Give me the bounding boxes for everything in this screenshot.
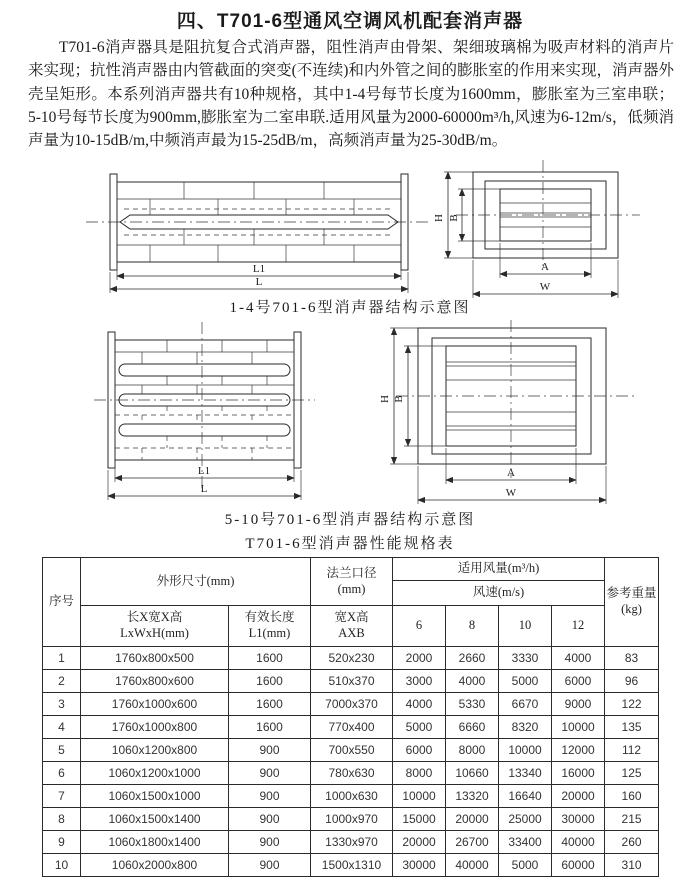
table-row: [43, 647, 659, 670]
header-seq: 序号: [43, 558, 81, 647]
table-cell: 1: [43, 647, 81, 670]
table-row: [43, 693, 659, 716]
fig1-caption: 1-4号701-6型消声器结构示意图: [229, 300, 471, 316]
table-cell: 30000: [552, 808, 605, 831]
table-cell: 5000: [393, 716, 446, 739]
table-cell: 7: [43, 785, 81, 808]
header-weight: 参考重量 (kg): [605, 558, 659, 647]
dim-label-L: L: [200, 483, 208, 495]
table-cell: 1330x970: [311, 831, 393, 854]
table-cell: 1060x1200x1000: [81, 762, 229, 785]
dim-label-L1: L1: [197, 465, 211, 477]
table-cell: 20000: [552, 785, 605, 808]
table-cell: 8000: [393, 762, 446, 785]
table-cell: 1060x1200x800: [81, 739, 229, 762]
table-cell: 4000: [446, 670, 499, 693]
table-cell: 60000: [552, 854, 605, 877]
dim-label-H: H: [379, 395, 391, 403]
table-cell: 8000: [446, 739, 499, 762]
table-cell: 13320: [446, 785, 499, 808]
table-cell: 125: [605, 762, 659, 785]
table-cell: 900: [229, 854, 311, 877]
table-cell: 9000: [552, 693, 605, 716]
table-cell: 5000: [499, 670, 552, 693]
table-cell: 1760x1000x800: [81, 716, 229, 739]
dim-label-L: L: [255, 276, 263, 288]
table-cell: 4: [43, 716, 81, 739]
table-row: [43, 739, 659, 762]
header-speed-12: 12: [552, 606, 605, 647]
table-cell: 6670: [499, 693, 552, 716]
dim-label-H: H: [433, 214, 445, 222]
table-cell: 1060x1500x1000: [81, 785, 229, 808]
table-cell: 6000: [552, 670, 605, 693]
table-row: [43, 854, 659, 877]
header-lwh: 长X宽X高 LxWxH(mm): [81, 606, 229, 647]
table-cell: 1600: [229, 647, 311, 670]
table-cell: 900: [229, 831, 311, 854]
spec-table-body: [43, 647, 659, 877]
header-windspeed: 风速(m/s): [393, 581, 605, 606]
header-flange-sub: 宽X高 AXB: [311, 606, 393, 647]
header-airflow: 适用风量(m³/h): [393, 558, 605, 581]
dim-label-B: B: [448, 214, 460, 222]
header-speed-8: 8: [446, 606, 499, 647]
table-cell: 10000: [499, 739, 552, 762]
table-cell: 16640: [499, 785, 552, 808]
table-row: [43, 808, 659, 831]
table-cell: 3330: [499, 647, 552, 670]
table-cell: 26700: [446, 831, 499, 854]
table-cell: 13340: [499, 762, 552, 785]
page-title: 四、T701-6型通风空调风机配套消声器: [176, 11, 524, 32]
table-cell: 10000: [393, 785, 446, 808]
table-cell: 160: [605, 785, 659, 808]
table-cell: 12000: [552, 739, 605, 762]
table-cell: 40000: [552, 831, 605, 854]
table-cell: 40000: [446, 854, 499, 877]
table-cell: 96: [605, 670, 659, 693]
table-cell: 1000x970: [311, 808, 393, 831]
table-cell: 310: [605, 854, 659, 877]
table-cell: 1600: [229, 693, 311, 716]
table-cell: 770x400: [311, 716, 393, 739]
table-cell: 10000: [552, 716, 605, 739]
table-row: [43, 762, 659, 785]
table-cell: 20000: [446, 808, 499, 831]
header-eff-length: 有效长度 L1(mm): [229, 606, 311, 647]
table-cell: 780x630: [311, 762, 393, 785]
table-cell: 1760x800x600: [81, 670, 229, 693]
table-cell: 900: [229, 808, 311, 831]
table-title: T701-6型消声器性能规格表: [245, 536, 455, 552]
fig2-silencer-side-view: [92, 320, 317, 505]
table-cell: 8320: [499, 716, 552, 739]
table-cell: 1500x1310: [311, 854, 393, 877]
table-cell: 6000: [393, 739, 446, 762]
table-cell: 7000x370: [311, 693, 393, 716]
table-cell: 3000: [393, 670, 446, 693]
table-cell: 30000: [393, 854, 446, 877]
table-row: [43, 831, 659, 854]
table-cell: 15000: [393, 808, 446, 831]
table-cell: 5330: [446, 693, 499, 716]
dimension-L1: [115, 462, 294, 482]
table-cell: 700x550: [311, 739, 393, 762]
table-cell: 33400: [499, 831, 552, 854]
table-cell: 5000: [499, 854, 552, 877]
table-cell: 122: [605, 693, 659, 716]
intro-paragraph: T701-6消声器具是阻抗复合式消声器，阻性消声由骨架、架细玻璃棉为吸声材料的消声片来实现；抗性消声器由内管截面的突变(不连续)和内外管之间的膨胀室的作用来实现，消声器外壳呈矩形。本系列消声器共有10种规格，其中1-4号每节长度为1600mm，膨胀室为三室串联；5-10号每节长度为900mm,膨胀室为二室串联.适用风量为2000-60000m³/h,风速为6-12m/s，低频消声量为10-15dB/m,中频消声最为15-25dB/m，高频消声量为25-30dB/m。: [28, 39, 674, 149]
table-cell: 10: [43, 854, 81, 877]
table-row: [43, 670, 659, 693]
fig2-caption: 5-10号701-6型消声器结构示意图: [224, 512, 476, 528]
dim-label-L1: L1: [252, 263, 266, 275]
dimension-L: [110, 272, 408, 293]
dim-label-A: A: [541, 261, 549, 273]
header-speed-6: 6: [393, 606, 446, 647]
table-cell: 3: [43, 693, 81, 716]
dim-label-B: B: [393, 395, 405, 403]
table-cell: 900: [229, 785, 311, 808]
table-cell: 1000x630: [311, 785, 393, 808]
table-cell: 4000: [552, 647, 605, 670]
table-cell: 5: [43, 739, 81, 762]
spec-table: [42, 557, 659, 877]
table-cell: 2000: [393, 647, 446, 670]
table-cell: 2660: [446, 647, 499, 670]
fig1-cross-section: [428, 158, 643, 303]
table-cell: 9: [43, 831, 81, 854]
table-cell: 1060x1800x1400: [81, 831, 229, 854]
fig1-silencer-side-view: [84, 162, 434, 294]
table-cell: 1760x1000x600: [81, 693, 229, 716]
table-cell: 2: [43, 670, 81, 693]
table-row: [43, 785, 659, 808]
table-cell: 112: [605, 739, 659, 762]
header-speed-10: 10: [499, 606, 552, 647]
table-cell: 215: [605, 808, 659, 831]
table-cell: 6: [43, 762, 81, 785]
table-cell: 260: [605, 831, 659, 854]
table-cell: 6660: [446, 716, 499, 739]
table-cell: 1600: [229, 670, 311, 693]
table-cell: 510x370: [311, 670, 393, 693]
table-cell: 1600: [229, 716, 311, 739]
table-cell: 1060x1500x1400: [81, 808, 229, 831]
table-cell: 8: [43, 808, 81, 831]
table-header: [43, 558, 659, 647]
table-cell: 520x230: [311, 647, 393, 670]
table-cell: 900: [229, 739, 311, 762]
table-cell: 20000: [393, 831, 446, 854]
table-cell: 10660: [446, 762, 499, 785]
table-row: [43, 716, 659, 739]
table-cell: 1760x800x500: [81, 647, 229, 670]
table-cell: 25000: [499, 808, 552, 831]
table-cell: 16000: [552, 762, 605, 785]
dim-label-W: W: [539, 281, 551, 293]
table-cell: 135: [605, 716, 659, 739]
header-flange: 法兰口径 (mm): [311, 558, 393, 606]
table-cell: 83: [605, 647, 659, 670]
table-cell: 4000: [393, 693, 446, 716]
dimension-A: [500, 243, 591, 278]
table-cell: 900: [229, 762, 311, 785]
header-outer-dims: 外形尺寸(mm): [81, 558, 311, 606]
dim-label-W: W: [505, 487, 517, 499]
table-cell: 1060x2000x800: [81, 854, 229, 877]
fig2-cross-section: [378, 318, 643, 510]
dim-label-A: A: [507, 467, 515, 479]
